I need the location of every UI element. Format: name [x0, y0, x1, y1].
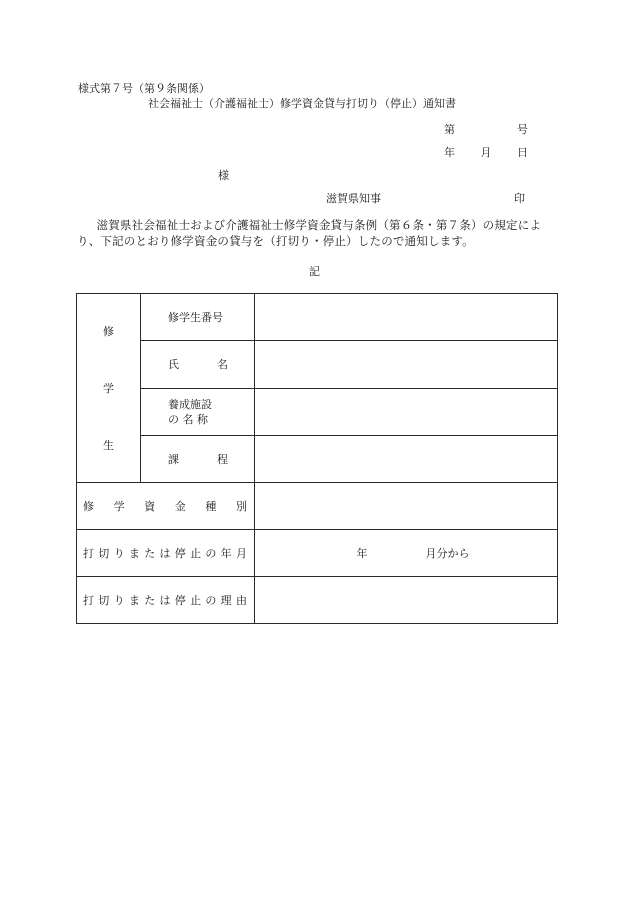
stop-date-char: 月	[235, 547, 247, 560]
group-char: 学	[103, 382, 114, 395]
student-number-label-text: 修学生番号	[168, 311, 223, 325]
number-suffix: 号	[517, 123, 528, 136]
student-number-label	[141, 294, 255, 341]
name-label-char: 氏	[168, 358, 179, 372]
group-char: 生	[103, 439, 114, 452]
stop-reason-value	[255, 577, 558, 624]
table-row	[77, 435, 558, 482]
document-number-line	[444, 123, 528, 137]
stop-date-char: ま	[128, 547, 140, 560]
table-row	[77, 294, 558, 341]
stop-date-char: た	[144, 547, 156, 560]
student-info-table	[76, 293, 558, 624]
stop-date-value	[255, 530, 558, 577]
table-row	[77, 483, 558, 530]
ki-mark: 記	[309, 265, 320, 278]
fund-type-char: 金	[174, 500, 186, 513]
name-value	[255, 341, 558, 388]
stop-date-year: 年	[356, 547, 368, 560]
course-value	[255, 435, 558, 482]
stop-reason-char: 理	[220, 594, 232, 607]
fund-type-char: 学	[113, 500, 125, 513]
date-year: 年	[444, 146, 455, 159]
table-row	[77, 341, 558, 388]
notice-body	[77, 217, 553, 249]
facility-value	[255, 388, 558, 435]
fund-type-char: 修	[83, 500, 94, 513]
stop-reason-char: 止	[190, 594, 202, 607]
stop-reason-char: は	[159, 594, 171, 607]
seal-mark: 印	[514, 192, 525, 205]
date-month: 月	[480, 146, 492, 159]
fund-type-char: 種	[205, 500, 217, 513]
name-label	[141, 341, 255, 388]
fund-type-char: 資	[144, 500, 156, 513]
fund-type-value	[255, 483, 558, 530]
stop-reason-char: ま	[128, 594, 140, 607]
stop-date-char: 年	[220, 547, 232, 560]
issuer-name: 滋賀県知事	[326, 192, 381, 205]
stop-date-char: 止	[190, 547, 202, 560]
facility-label	[141, 388, 255, 435]
course-label-char: 程	[217, 452, 228, 466]
group-char: 修	[103, 325, 114, 338]
table-row	[77, 577, 558, 624]
date-line	[444, 146, 528, 160]
stop-reason-char: 由	[235, 594, 247, 607]
stop-date-char: の	[205, 547, 217, 560]
number-prefix: 第	[444, 123, 455, 136]
stop-date-char: り	[113, 547, 125, 560]
course-label	[141, 435, 255, 482]
fund-type-label	[77, 483, 255, 530]
date-day: 日	[517, 146, 528, 159]
stop-reason-char: り	[113, 594, 125, 607]
facility-label-line2: の 名 称	[168, 412, 208, 426]
student-group-label	[77, 294, 141, 483]
course-label-char: 課	[168, 452, 179, 466]
stop-reason-char: た	[144, 594, 156, 607]
stop-date-char: 打	[83, 547, 94, 560]
stop-date-char: は	[159, 547, 171, 560]
stop-reason-char: の	[205, 594, 217, 607]
stop-reason-char: 打	[83, 594, 94, 607]
notice-body-text: 滋賀県社会福祉士および介護福祉士修学資金貸与条例（第６条・第７条）の規定により、下記のとおり修学資金の貸与を（打切り・停止）したので通知します。	[77, 218, 542, 248]
stop-reason-label	[77, 577, 255, 624]
student-number-value	[255, 294, 558, 341]
stop-date-month: 月分から	[425, 547, 470, 560]
stop-date-char: 停	[174, 547, 186, 560]
document-title: 社会福祉士（介護福祉士）修学資金貸与打切り（停止）通知書	[148, 97, 456, 110]
fund-type-char: 別	[235, 500, 247, 513]
stop-reason-char: 切	[98, 594, 110, 607]
stop-date-char: 切	[98, 547, 110, 560]
name-label-char: 名	[217, 358, 228, 372]
facility-label-line1: 養成施設	[168, 397, 212, 411]
stop-reason-char: 停	[174, 594, 186, 607]
stop-date-label	[77, 530, 255, 577]
table-row	[77, 530, 558, 577]
table-row	[77, 388, 558, 435]
form-number-label: 様式第７号（第９条関係）	[78, 82, 210, 95]
addressee-honorific: 様	[218, 169, 229, 182]
